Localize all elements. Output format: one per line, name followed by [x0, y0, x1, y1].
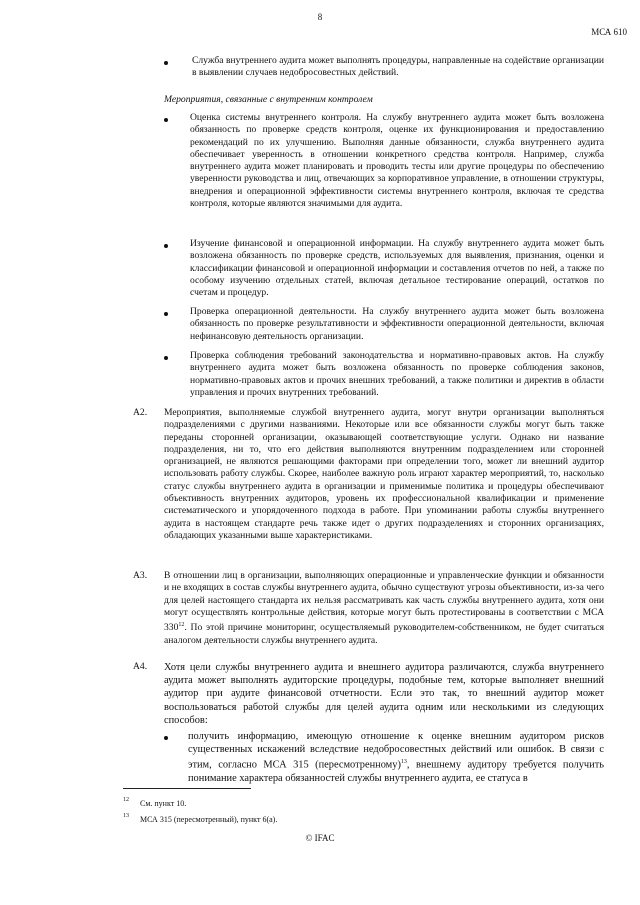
page-number: 8 — [317, 12, 323, 22]
paragraph-a3 — [164, 570, 604, 647]
control-bullet-item: Оценка системы внутреннего контроля. На службу внутреннего аудита может быть возложена обязанность по проверке средств контроля, оценке их функционирования и предоставлению рекомендаций по их улучшению. Выполняя данные обязанности, служба внутреннего аудита обеспечивает уверенность в отношении конкретного средства контроля. Например, служба внутреннего аудита может планировать и проводить тесты или другие процедуры по обеспечению уверенности руководства и лиц, отвечающих за корпоративное управление, в отношении структуры, внедрения и операционной эффективности системы внутреннего контроля, включая те средства контроля, которые являются значимыми для аудита. — [190, 112, 604, 210]
bullet-icon — [164, 244, 168, 248]
document-code: МСА 610 — [591, 27, 627, 37]
footnote-mark: 12 — [123, 797, 129, 803]
control-bullet-item: Проверка операционной деятельности. На службу внутреннего аудита может быть возложена обязанность по проверке результативности и эффективности операционной деятельности, включая нефинансовую деятельность организации. — [190, 306, 604, 342]
paragraph-label-a3: A3. — [133, 570, 148, 581]
footnote-ref-13[interactable]: 13 — [400, 759, 407, 766]
paragraph-a2: Мероприятия, выполняемые службой внутреннего аудита, могут внутри организации выполняться подразделениями с другими названиями. Некоторые или все обязанности службы могут быть также переданы сторонней организации, оказывающей соответствующие услуги. Однако ни название подразделения, ни то, что его действия выполняются внутренним подразделением или сторонней организацией, не являются решающими факторами при определении того, может ли внешний аудитор использовать работу службы. Скорее, наиболее важную роль играют характер мероприятий, то, насколько статус службы внутреннего аудита в организации и применимые политика и процедуры обеспечивают объективность внутренних аудиторов, уровень их профессиональной квалификации и применение систематического и упорядоченного подхода в работе. При упоминании работы службы внутреннего аудита в настоящем стандарте речь также идет о других подразделениях и сторонних организациях, обладающих указанными выше характеристиками. — [164, 407, 604, 541]
control-bullet-item: Проверка соблюдения требований законодательства и нормативно-правовых актов. На службу внутреннего аудита может быть возложена обязанность по проверке соблюдения законов, нормативно-правовых актов и прочих внешних требований, а также политики и директив в области управления и прочих внутренних требований. — [190, 350, 604, 398]
intro-bullet-text: Служба внутреннего аудита может выполнять процедуры, направленные на содействие организации в выявлении случаев недобросовестных действий. — [192, 55, 604, 79]
footnote-divider — [123, 788, 251, 789]
paragraph-label-a4: A4. — [133, 661, 148, 672]
a4-bullet-item — [188, 730, 604, 785]
a4-bullet-text-after: , внешнему аудитору требуется получить понимание характера обязанностей службы внутреннего аудита, ее статуса в — [188, 759, 604, 785]
bullet-icon — [164, 118, 168, 122]
bullet-icon — [164, 61, 168, 65]
paragraph-a3-text-before: В отношении лиц в организации, выполняющих операционные и управленческие функции и обязанности и не входящих в состав службы внутреннего аудита, обычно существуют угрозы объективности, из-за чего для целей настоящего стандарта их нельзя рассматривать как часть службы внутреннего аудита, хотя они могут осуществлять контрольные действия, которые могут быть протестированы в соответствии с МСА 330 — [164, 570, 604, 634]
bullet-icon — [164, 312, 168, 316]
paragraph-label-a2: A2. — [133, 407, 148, 418]
paragraph-a4: Хотя цели службы внутреннего аудита и внешнего аудитора различаются, служба внутреннего аудита может выполнять аудиторские процедуры, подобные тем, которые выполняет внешний аудитор при аудите финансовой отчетности. Если это так, то внешний аудитор может воспользоваться работой службы для целей аудита одним или несколькими из следующих способов: — [164, 662, 604, 726]
bullet-icon — [164, 356, 168, 360]
bullet-icon — [164, 736, 168, 740]
a4-bullet-text-before: получить информацию, имеющую отношение к оценке внешним аудитором рисков существенных искажений вследствие недобросовестных действий или ошибок. В связи с этим, согласно МСА 315 (пересмотренному) — [188, 731, 604, 771]
footnote-text: МСА 315 (пересмотренный), пункт 6(a). — [140, 815, 278, 824]
paragraph-a3-text-after: . По этой причине мониторинг, осуществляемый руководителем-собственником, не будет считаться аналогом деятельности службы внутреннего аудита. — [164, 622, 604, 646]
footnote-ref-12[interactable]: 12 — [178, 622, 185, 629]
page-footer: © IFAC — [305, 833, 335, 843]
footnote-mark: 13 — [123, 813, 129, 819]
footnote-text: См. пункт 10. — [140, 799, 187, 808]
section-heading: Мероприятия, связанные с внутренним контролем — [164, 94, 373, 105]
control-bullet-item: Изучение финансовой и операционной информации. На службу внутреннего аудита может быть возложена обязанность по проверке средств, используемых для выявления, признания, оценки и классификации финансовой и операционной информации и составления отчетов по ней, а также по особому изучению отдельных статей, включая детальное тестирование операций, остатков по счетам и процедур. — [190, 238, 604, 299]
